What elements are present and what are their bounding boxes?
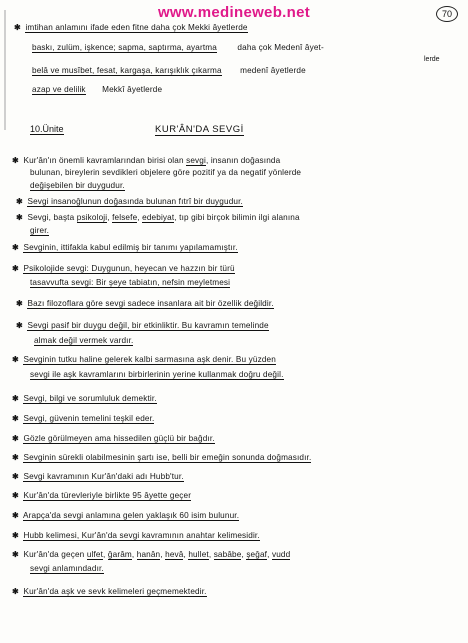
- note-item-cont: [30, 370, 284, 379]
- note-text: tasavvufta sevgi: Bir şeye tabiatın, nefsin meyletmesi: [30, 278, 231, 287]
- note-text: Sevgi, başta: [27, 213, 75, 222]
- note-text: Sevgi pasif bir duygu değil, bir etkinliktir. Bu kavramın temelinde: [27, 321, 269, 330]
- note-item: [12, 354, 276, 364]
- note-item: ✱ Kur'ân'da geçen ulfet, ğarâm, hanân, hevâ, hullet, sabâbe, şeğaf, vudd: [12, 550, 291, 559]
- star-bullet-icon: ✱: [12, 394, 20, 403]
- key-term: felsefe: [112, 213, 138, 222]
- note-text: Sevgi insanoğlunun doğasında bulunan fıtrî bir duygudur.: [27, 197, 243, 206]
- key-term: edebiyat: [142, 213, 175, 222]
- note-text: Sevgi, güvenin temelini teşkil eder.: [23, 414, 155, 423]
- note-item: [12, 586, 207, 596]
- star-bullet-icon: ✱: [12, 491, 20, 500]
- note-text: , insanın doğasında: [205, 156, 281, 165]
- note-text: Sevginin sürekli olabilmesinin şartı ise, belli bir emeğin sonunda doğmasıdır.: [23, 453, 312, 462]
- note-item: ✱ Sevgi, başta psikoloji, felsefe, edebiyat, tıp gibi birçok bilimin ilgi alanına: [16, 213, 300, 222]
- intro-text: Mekkî âyetlerde: [102, 85, 163, 94]
- note-item: [16, 320, 269, 330]
- note-text: girer.: [30, 226, 50, 235]
- note-text: bulunan, bireylerin sevdikleri objelere göre pozitif ya da negatif yönlerde: [30, 168, 302, 177]
- key-term: vudd: [271, 550, 291, 559]
- note-item-cont: [34, 336, 133, 345]
- page-title: KUR'ÂN'DA SEVGİ: [155, 124, 244, 135]
- intro-line-3: [32, 66, 306, 75]
- note-item-cont: [30, 278, 230, 287]
- note-text: sevgi anlamındadır.: [30, 564, 104, 573]
- note-item: [12, 413, 154, 423]
- star-bullet-icon: ✱: [12, 587, 20, 596]
- page-edge-shadow: [4, 10, 6, 130]
- note-item: [12, 510, 239, 520]
- note-text: Gözle görülmeyen ama hissedilen güçlü bir bağdır.: [23, 434, 215, 443]
- key-term: hanân: [136, 550, 161, 559]
- note-item: [16, 298, 274, 308]
- intro-line-2: [32, 43, 324, 52]
- page-number: 70: [436, 6, 458, 22]
- note-item: [12, 471, 184, 481]
- note-text: , tıp gibi birçok bilimin ilgi alanına: [174, 213, 300, 222]
- note-text: Kur'ân'da türevleriyle birlikte 95 âyette geçer: [23, 491, 192, 500]
- star-bullet-icon: ✱: [12, 243, 20, 252]
- star-bullet-icon: ✱: [14, 23, 22, 32]
- star-bullet-icon: ✱: [12, 511, 20, 520]
- intro-text: daha çok Medenî âyet-: [237, 43, 324, 52]
- note-item: [12, 242, 238, 252]
- note-text: Sevginin tutku haline gelerek kalbi sarmasına aşk denir. Bu yüzden: [23, 355, 276, 364]
- note-item: [12, 452, 311, 462]
- note-text: Sevgi, bilgi ve sorumluluk demektir.: [23, 394, 157, 403]
- star-bullet-icon: ✱: [12, 472, 20, 481]
- key-term: sabâbe: [213, 550, 242, 559]
- note-text: Psikolojide sevgi: Duygunun, heyecan ve hazzın bir türü: [23, 264, 235, 273]
- intro-line-4: [32, 85, 162, 94]
- note-text: Sevgi kavramının Kur'ân'daki adı Hubb'tur.: [23, 472, 184, 481]
- note-text: Bazı filozoflara göre sevgi sadece insanlara ait bir özellik değildir.: [27, 299, 274, 308]
- note-item-cont: [30, 181, 125, 190]
- star-bullet-icon: ✱: [16, 197, 24, 206]
- key-term: ulfet: [86, 550, 104, 559]
- star-bullet-icon: ✱: [12, 453, 20, 462]
- note-text: Sevginin, ittifakla kabul edilmiş bir tanımı yapılamamıştır.: [23, 243, 238, 252]
- star-bullet-icon: ✱: [12, 550, 20, 559]
- note-item: [12, 393, 157, 403]
- star-bullet-icon: ✱: [12, 434, 20, 443]
- note-item: [16, 196, 243, 206]
- key-term: ğarâm: [107, 550, 132, 559]
- note-item: [12, 490, 191, 500]
- note-item-cont: [30, 564, 104, 573]
- star-bullet-icon: ✱: [12, 156, 20, 165]
- intro-text: medenî âyetlerde: [240, 66, 306, 75]
- star-bullet-icon: ✱: [16, 321, 24, 330]
- intro-term: belâ ve musîbet, fesat, kargaşa, karışıklık çıkarma: [32, 66, 222, 75]
- note-text: Kur'ân'ın önemli kavramlarından birisi olan: [23, 156, 184, 165]
- key-term: psikoloji: [76, 213, 108, 222]
- intro-term: baskı, zulüm, işkence; sapma, saptırma, ayartma: [32, 43, 217, 52]
- note-text: Hubb kelimesi, Kur'ân'da sevgi kavramının anahtar kelimesidir.: [23, 531, 260, 540]
- intro-continuation: lerde: [424, 56, 440, 63]
- intro-line-1: [14, 22, 248, 32]
- note-text: sevgi ile aşk kavramlarını birbirlerinin yerine kullanmak doğru değil.: [30, 370, 284, 379]
- key-term: sevgi: [186, 156, 206, 165]
- intro-text: imtihan anlamını ifade eden fitne daha çok Mekki âyetlerde: [25, 23, 248, 32]
- note-item: [12, 530, 260, 540]
- note-text: Kur'ân'da aşk ve sevk kelimeleri geçmemektedir.: [23, 587, 207, 596]
- note-text: Arapça'da sevgi anlamına gelen yaklaşık 60 isim bulunur.: [23, 511, 240, 520]
- star-bullet-icon: ✱: [12, 414, 20, 423]
- note-text: almak değil vermek vardır.: [34, 336, 134, 345]
- intro-term: azap ve delilik: [32, 85, 86, 94]
- star-bullet-icon: ✱: [16, 299, 24, 308]
- star-bullet-icon: ✱: [16, 213, 24, 222]
- note-item-cont: [30, 168, 301, 177]
- note-item: [12, 433, 215, 443]
- star-bullet-icon: ✱: [12, 531, 20, 540]
- key-term: hullet: [188, 550, 209, 559]
- star-bullet-icon: ✱: [12, 355, 20, 364]
- site-watermark: www.medineweb.net: [157, 4, 311, 21]
- unit-heading: 10.Ünite: [30, 124, 64, 134]
- key-term: şeğaf: [246, 550, 268, 559]
- note-item: [12, 155, 280, 165]
- key-term: hevâ: [165, 550, 184, 559]
- note-item-cont: [30, 226, 49, 235]
- star-bullet-icon: ✱: [12, 264, 20, 273]
- note-text: Kur'ân'da geçen: [23, 550, 85, 559]
- note-text: değişebilen bir duygudur.: [30, 181, 125, 190]
- note-item: [12, 263, 235, 273]
